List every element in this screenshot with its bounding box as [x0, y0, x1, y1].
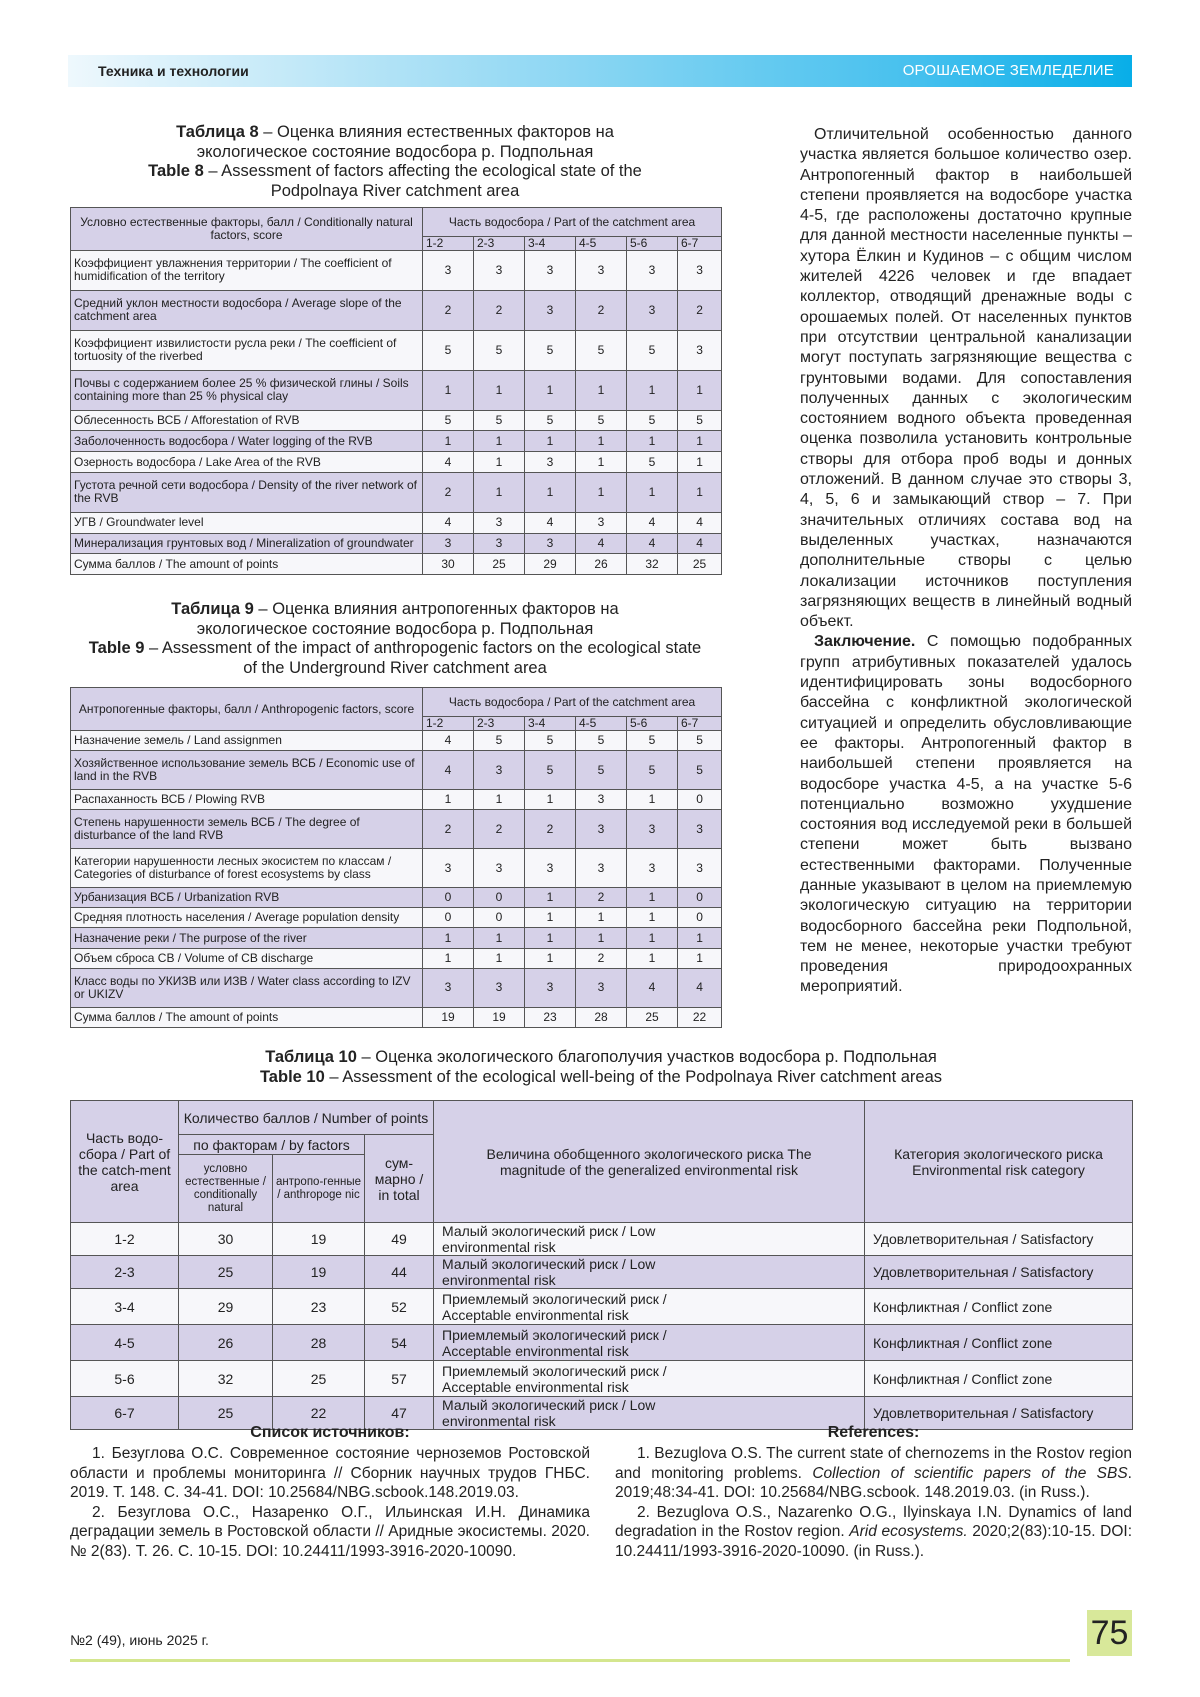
score-cell: 1	[525, 472, 576, 512]
natural-cell: 29	[179, 1289, 273, 1325]
score-cell: 4	[627, 968, 678, 1007]
factor-label: Урбанизация ВСБ / Urbanization RVB	[71, 888, 423, 908]
table-row	[71, 790, 722, 810]
score-cell: 3	[678, 330, 722, 370]
category-cell: Удовлетворительная / Satisfactory	[865, 1256, 1133, 1289]
score-cell: 2	[474, 810, 525, 849]
score-cell: 3	[525, 849, 576, 888]
total-cell: 44	[365, 1256, 434, 1289]
score-cell: 22	[678, 1007, 722, 1027]
score-cell: 30	[423, 554, 474, 575]
table-row	[71, 1289, 1133, 1325]
score-cell: 3	[525, 452, 576, 473]
score-cell: 3	[423, 251, 474, 291]
header-part: Часть водо-сбора / Part of the catch-ment area	[71, 1101, 179, 1223]
table-row	[71, 968, 722, 1007]
score-cell: 1	[627, 888, 678, 908]
score-cell: 2	[423, 810, 474, 849]
rubric-title: ОРОШАЕМОЕ ЗЕМЛЕДЕЛИЕ	[903, 62, 1114, 79]
table-row	[71, 888, 722, 908]
score-cell: 1	[525, 370, 576, 410]
score-cell: 5	[678, 410, 722, 431]
score-cell: 5	[525, 410, 576, 431]
score-cell: 26	[576, 554, 627, 575]
score-cell: 3	[576, 251, 627, 291]
part-cell: 2-3	[71, 1256, 179, 1289]
score-cell: 3	[678, 251, 722, 291]
page-number: 75	[1087, 1610, 1132, 1656]
factor-label: Сумма баллов / The amount of points	[71, 554, 423, 575]
risk-cell: Приемлемый экологический риск / Acceptable environmental risk	[434, 1289, 865, 1325]
score-cell: 25	[474, 554, 525, 575]
score-cell: 1	[525, 431, 576, 452]
factor-label: Хозяйственное использование земель ВСБ / Economic use of land in the RVB	[71, 751, 423, 790]
score-cell: 2	[576, 290, 627, 330]
score-cell: 1	[678, 928, 722, 948]
score-cell: 5	[576, 410, 627, 431]
score-cell: 1	[627, 928, 678, 948]
score-cell: 4	[525, 512, 576, 533]
score-cell: 3	[474, 533, 525, 554]
table-row	[71, 908, 722, 928]
score-cell: 2	[423, 290, 474, 330]
table-row	[71, 452, 722, 473]
table-row	[71, 751, 722, 790]
score-cell: 1	[576, 908, 627, 928]
anthropogenic-cell: 19	[273, 1256, 365, 1289]
total-cell: 49	[365, 1223, 434, 1256]
score-cell: 3	[678, 849, 722, 888]
score-cell: 1	[474, 370, 525, 410]
table-row	[71, 1325, 1133, 1361]
table-row	[71, 512, 722, 533]
score-cell: 29	[525, 554, 576, 575]
score-cell: 4	[423, 512, 474, 533]
anthropogenic-cell: 22	[273, 1397, 365, 1430]
total-cell: 47	[365, 1397, 434, 1430]
section-header-band	[68, 55, 1132, 87]
score-cell: 1	[678, 472, 722, 512]
score-cell: 3	[474, 751, 525, 790]
score-cell: 3	[423, 968, 474, 1007]
part-cell: 3-4	[71, 1289, 179, 1325]
score-cell: 1	[525, 948, 576, 968]
references-ru	[70, 1444, 590, 1562]
risk-cell: Малый экологический риск / Low environmental risk	[434, 1256, 865, 1289]
natural-cell: 25	[179, 1397, 273, 1430]
score-cell: 1	[627, 370, 678, 410]
table-row	[71, 849, 722, 888]
section-title: Техника и технологии	[98, 63, 249, 79]
score-cell: 5	[525, 731, 576, 751]
score-cell: 2	[423, 472, 474, 512]
score-cell: 5	[525, 751, 576, 790]
score-cell: 1	[627, 790, 678, 810]
score-cell: 4	[423, 452, 474, 473]
score-cell: 4	[627, 533, 678, 554]
part-cell: 6-7	[71, 1397, 179, 1430]
factor-label: Почвы с содержанием более 25 % физической глины / Soils containing more than 25 % physical clay	[71, 370, 423, 410]
part-cell: 4-5	[71, 1325, 179, 1361]
score-cell: 1	[423, 928, 474, 948]
header-natural: условно естественные / conditionally natural	[179, 1155, 273, 1223]
score-cell: 25	[678, 554, 722, 575]
score-cell: 0	[423, 908, 474, 928]
factor-label: Заболоченность водосбора / Water logging of the RVB	[71, 431, 423, 452]
score-cell: 19	[474, 1007, 525, 1027]
score-cell: 3	[576, 512, 627, 533]
score-cell: 4	[678, 968, 722, 1007]
total-cell: 54	[365, 1325, 434, 1361]
total-cell: 57	[365, 1361, 434, 1397]
score-cell: 1	[576, 472, 627, 512]
header-part-4-5: 4-5	[576, 717, 627, 731]
score-cell: 3	[576, 810, 627, 849]
score-cell: 0	[474, 908, 525, 928]
table-row	[71, 472, 722, 512]
score-cell: 5	[627, 410, 678, 431]
header-factors: Антропогенные факторы, балл / Anthropogenic factors, score	[71, 688, 423, 731]
category-cell: Конфликтная / Conflict zone	[865, 1289, 1133, 1325]
score-cell: 28	[576, 1007, 627, 1027]
factor-label: Густота речной сети водосбора / Density of the river network of the RVB	[71, 472, 423, 512]
score-cell: 5	[474, 410, 525, 431]
part-cell: 5-6	[71, 1361, 179, 1397]
score-cell: 5	[678, 751, 722, 790]
score-cell: 1	[576, 452, 627, 473]
score-cell: 3	[627, 251, 678, 291]
score-cell: 5	[576, 731, 627, 751]
header-part-6-7: 6-7	[678, 717, 722, 731]
score-cell: 3	[474, 968, 525, 1007]
score-cell: 1	[474, 431, 525, 452]
header-part-1-2: 1-2	[423, 717, 474, 731]
header-risk: Величина обобщенного экологического риска The magnitude of the generalized environmental risk	[434, 1101, 865, 1223]
category-cell: Удовлетворительная / Satisfactory	[865, 1397, 1133, 1430]
table8	[70, 207, 722, 575]
reference-item: 1. Bezuglova O.S. The current state of chernozems in the Rostov region and monitoring problems. Collection of scientific papers of the SBS. 2019;48:34-41. DOI: 10.25684/NBG.scbook. 148.2019.03. (in Russ.).	[615, 1444, 1132, 1503]
header-part-3-4: 3-4	[525, 237, 576, 251]
score-cell: 2	[576, 948, 627, 968]
anthropogenic-cell: 28	[273, 1325, 365, 1361]
table-row	[71, 1361, 1133, 1397]
reference-item: 2. Безуглова О.С., Назаренко О.Г., Ильинская И.Н. Динамика деградации земель в Ростовской области // Аридные экосистемы. 2020. № 2(83). Т. 26. С. 10-15. DOI: 10.24411/1993-3916-2020-10090.	[70, 1503, 590, 1562]
score-cell: 2	[576, 888, 627, 908]
score-cell: 3	[474, 251, 525, 291]
score-cell: 3	[525, 533, 576, 554]
factor-label: Средняя плотность населения / Average population density	[71, 908, 423, 928]
factor-label: Степень нарушенности земель ВСБ / The degree of disturbance of the land RVB	[71, 810, 423, 849]
score-cell: 5	[627, 731, 678, 751]
header-category: Категория экологического риска Environmental risk category	[865, 1101, 1133, 1223]
table-row	[71, 928, 722, 948]
header-part-5-6: 5-6	[627, 237, 678, 251]
score-cell: 0	[678, 888, 722, 908]
table-row	[71, 1007, 722, 1027]
conclusion-paragraph: Заключение. С помощью подобранных групп атрибутивных показателей удалось идентифицировать зоны водосборного бассейна с конфликтной экологической ситуацией и определить обусловливающие ее факторы. Антропогенный фактор в наибольшей степени проявляется на водосборе участка 4-5, а на участке 5-6 потенциально возможно ухудшение состояния вод исследуемой реки в большей степени может быть вызвано естественными факторами. Полученные данные указывают в целом на приемлемую экологическую ситуацию на территории водосборного бассейна реки Подпольной, тем не менее, некоторые участки требуют проведения природоохранных мероприятий.	[800, 632, 1132, 997]
table-row	[71, 533, 722, 554]
score-cell: 1	[474, 948, 525, 968]
natural-cell: 25	[179, 1256, 273, 1289]
score-cell: 1	[474, 928, 525, 948]
score-cell: 1	[576, 431, 627, 452]
score-cell: 3	[627, 290, 678, 330]
header-factors: Условно естественные факторы, балл / Conditionally natural factors, score	[71, 208, 423, 251]
score-cell: 1	[423, 431, 474, 452]
natural-cell: 26	[179, 1325, 273, 1361]
natural-cell: 30	[179, 1223, 273, 1256]
factor-label: Сумма баллов / The amount of points	[71, 1007, 423, 1027]
table-row	[71, 431, 722, 452]
factor-label: Средний уклон местности водосбора / Average slope of the catchment area	[71, 290, 423, 330]
score-cell: 1	[627, 948, 678, 968]
factor-label: Коэффициент увлажнения территории / The coefficient of humidification of the territory	[71, 251, 423, 291]
score-cell: 32	[627, 554, 678, 575]
score-cell: 3	[423, 533, 474, 554]
score-cell: 5	[627, 452, 678, 473]
score-cell: 5	[576, 330, 627, 370]
score-cell: 0	[678, 790, 722, 810]
score-cell: 2	[474, 290, 525, 330]
score-cell: 1	[525, 888, 576, 908]
table-row	[71, 554, 722, 575]
table8-caption: Таблица 8 – Оценка влияния естественных факторов на экологическое состояние водосбора р. Подпольная Table 8 – Assessment of factors affecting the ecological state of the Podpolnaya River catchment area	[70, 123, 720, 201]
score-cell: 3	[474, 512, 525, 533]
score-cell: 1	[525, 790, 576, 810]
score-cell: 2	[525, 810, 576, 849]
score-cell: 3	[576, 790, 627, 810]
score-cell: 5	[525, 330, 576, 370]
anthropogenic-cell: 25	[273, 1361, 365, 1397]
score-cell: 4	[678, 512, 722, 533]
score-cell: 1	[627, 908, 678, 928]
issue-info: №2 (49), июнь 2025 г.	[70, 1632, 209, 1648]
score-cell: 3	[525, 290, 576, 330]
risk-cell: Приемлемый экологический риск / Acceptable environmental risk	[434, 1361, 865, 1397]
anthropogenic-cell: 19	[273, 1223, 365, 1256]
score-cell: 3	[423, 849, 474, 888]
reference-item: 1. Безуглова О.С. Современное состояние черноземов Ростовской области и проблемы мониторинга // Сборник научных трудов ГНБС. 2019. Т. 148. С. 34-41. DOI: 10.25684/NBG.scbook.148.2019.03.	[70, 1444, 590, 1503]
score-cell: 5	[627, 751, 678, 790]
header-anthropogenic: антропо-генные / anthropoge nic	[273, 1155, 365, 1223]
score-cell: 5	[678, 731, 722, 751]
category-cell: Удовлетворительная / Satisfactory	[865, 1223, 1133, 1256]
score-cell: 3	[474, 849, 525, 888]
table9	[70, 687, 722, 1028]
factor-label: Класс воды по УКИЗВ или ИЗВ / Water class according to IZV or UKIZV	[71, 968, 423, 1007]
score-cell: 5	[423, 330, 474, 370]
part-cell: 1-2	[71, 1223, 179, 1256]
table-row	[71, 290, 722, 330]
risk-cell: Малый экологический риск / Low environmental risk	[434, 1223, 865, 1256]
table9-caption: Таблица 9 – Оценка влияния антропогенных факторов на экологическое состояние водосбора р. Подпольная Table 9 – Assessment of the impact of anthropogenic factors on the ecological state of the Underground River catchment area	[70, 600, 720, 678]
header-by-factors: по факторам / by factors	[179, 1135, 365, 1155]
risk-cell: Приемлемый экологический риск / Acceptable environmental risk	[434, 1325, 865, 1361]
header-total: сум-марно / in total	[365, 1135, 434, 1223]
factor-label: Коэффициент извилистости русла реки / The coefficient of tortuosity of the riverbed	[71, 330, 423, 370]
score-cell: 1	[474, 472, 525, 512]
anthropogenic-cell: 23	[273, 1289, 365, 1325]
score-cell: 3	[576, 968, 627, 1007]
factor-label: Озерность водосбора / Lake Area of the RVB	[71, 452, 423, 473]
score-cell: 0	[423, 888, 474, 908]
natural-cell: 32	[179, 1361, 273, 1397]
header-points: Количество баллов / Number of points	[179, 1101, 434, 1135]
score-cell: 4	[576, 533, 627, 554]
table-row	[71, 1256, 1133, 1289]
factor-label: Назначение реки / The purpose of the river	[71, 928, 423, 948]
score-cell: 5	[474, 330, 525, 370]
factor-label: Назначение земель / Land assignmen	[71, 731, 423, 751]
score-cell: 3	[678, 810, 722, 849]
score-cell: 3	[576, 849, 627, 888]
score-cell: 25	[627, 1007, 678, 1027]
table-row	[71, 370, 722, 410]
score-cell: 1	[678, 370, 722, 410]
score-cell: 1	[525, 928, 576, 948]
references-ru-title: Список источников:	[70, 1424, 590, 1442]
total-cell: 52	[365, 1289, 434, 1325]
score-cell: 3	[627, 849, 678, 888]
score-cell: 1	[423, 790, 474, 810]
score-cell: 1	[576, 928, 627, 948]
score-cell: 3	[525, 251, 576, 291]
header-part: Часть водосбора / Part of the catchment area	[423, 208, 722, 237]
score-cell: 5	[627, 330, 678, 370]
score-cell: 2	[678, 290, 722, 330]
factor-label: Облесенность ВСБ / Afforestation of RVB	[71, 410, 423, 431]
score-cell: 4	[678, 533, 722, 554]
score-cell: 23	[525, 1007, 576, 1027]
score-cell: 19	[423, 1007, 474, 1027]
risk-cell: Малый экологический риск / Low environmental risk	[434, 1397, 865, 1430]
score-cell: 1	[525, 908, 576, 928]
score-cell: 1	[423, 948, 474, 968]
factor-label: УГВ / Groundwater level	[71, 512, 423, 533]
paragraph: Отличительной особенностью данного участка является большое количество озер. Антропогенный фактор в наибольшей степени проявляется на водосборе участка 4-5, где расположены достаточно крупные для данной местности населенные пункты – хутора Ёлкин и Кудинов – с общим числом жителей 4226 человек и где впадает коллектор, отводящий дренажные воды с орошаемых полей. От населенных пунктов при отсутствии центральной канализации могут поступать загрязняющие вещества с грунтовыми водами. Для сопоставления полученных данных с экологическим состоянием водного объекта проведенная оценка позволила установить контрольные створы для отбора проб воды и донных отложений. В данном случае это створы 3, 4, 5, 6 и замыкающий створ – 7. При значительных отличиях состава вод на выделенных участках, назначаются дополнительные створы с целью локализации источников поступления загрязняющих веществ в линейный водный объект.	[800, 125, 1132, 632]
table10-caption: Таблица 10 – Оценка экологического благополучия участков водосбора р. Подпольная Table 10 – Assessment of the ecological well-being of the Podpolnaya River catchment areas	[70, 1048, 1132, 1087]
score-cell: 4	[423, 751, 474, 790]
score-cell: 4	[423, 731, 474, 751]
score-cell: 1	[576, 370, 627, 410]
score-cell: 1	[678, 948, 722, 968]
score-cell: 3	[525, 968, 576, 1007]
header-part-4-5: 4-5	[576, 237, 627, 251]
score-cell: 0	[474, 888, 525, 908]
factor-label: Объем сброса СВ / Volume of CB discharge	[71, 948, 423, 968]
table-row	[71, 810, 722, 849]
footer-divider	[70, 1659, 1070, 1662]
table10	[70, 1100, 1133, 1430]
score-cell: 5	[474, 731, 525, 751]
header-part-3-4: 3-4	[525, 717, 576, 731]
category-cell: Конфликтная / Conflict zone	[865, 1325, 1133, 1361]
table-row	[71, 330, 722, 370]
score-cell: 3	[627, 810, 678, 849]
score-cell: 1	[474, 452, 525, 473]
score-cell: 1	[678, 452, 722, 473]
factor-label: Распаханность ВСБ / Plowing RVB	[71, 790, 423, 810]
score-cell: 1	[627, 472, 678, 512]
factor-label: Минерализация грунтовых вод / Mineralization of groundwater	[71, 533, 423, 554]
header-part-2-3: 2-3	[474, 717, 525, 731]
header-part-1-2: 1-2	[423, 237, 474, 251]
table-row	[71, 251, 722, 291]
score-cell: 1	[627, 431, 678, 452]
score-cell: 1	[474, 790, 525, 810]
score-cell: 1	[678, 431, 722, 452]
factor-label: Категории нарушенности лесных экосистем по классам / Categories of disturbance of forest ecosystems by class	[71, 849, 423, 888]
header-part-2-3: 2-3	[474, 237, 525, 251]
table-row	[71, 948, 722, 968]
table-row	[71, 410, 722, 431]
header-part: Часть водосбора / Part of the catchment area	[423, 688, 722, 717]
header-part-5-6: 5-6	[627, 717, 678, 731]
score-cell: 1	[423, 370, 474, 410]
references-en	[615, 1444, 1132, 1562]
score-cell: 5	[423, 410, 474, 431]
score-cell: 0	[678, 908, 722, 928]
references-en-title: References:	[615, 1424, 1132, 1442]
category-cell: Конфликтная / Conflict zone	[865, 1361, 1133, 1397]
table-row	[71, 1223, 1133, 1256]
header-part-6-7: 6-7	[678, 237, 722, 251]
score-cell: 4	[627, 512, 678, 533]
score-cell: 5	[576, 751, 627, 790]
table-row	[71, 731, 722, 751]
body-text	[800, 125, 1132, 998]
reference-item: 2. Bezuglova O.S., Nazarenko O.G., Ilyinskaya I.N. Dynamics of land degradation in the Rostov region. Arid ecosystems. 2020;2(83):10-15. DOI: 10.24411/1993-3916-2020-10090. (in Russ.).	[615, 1503, 1132, 1562]
